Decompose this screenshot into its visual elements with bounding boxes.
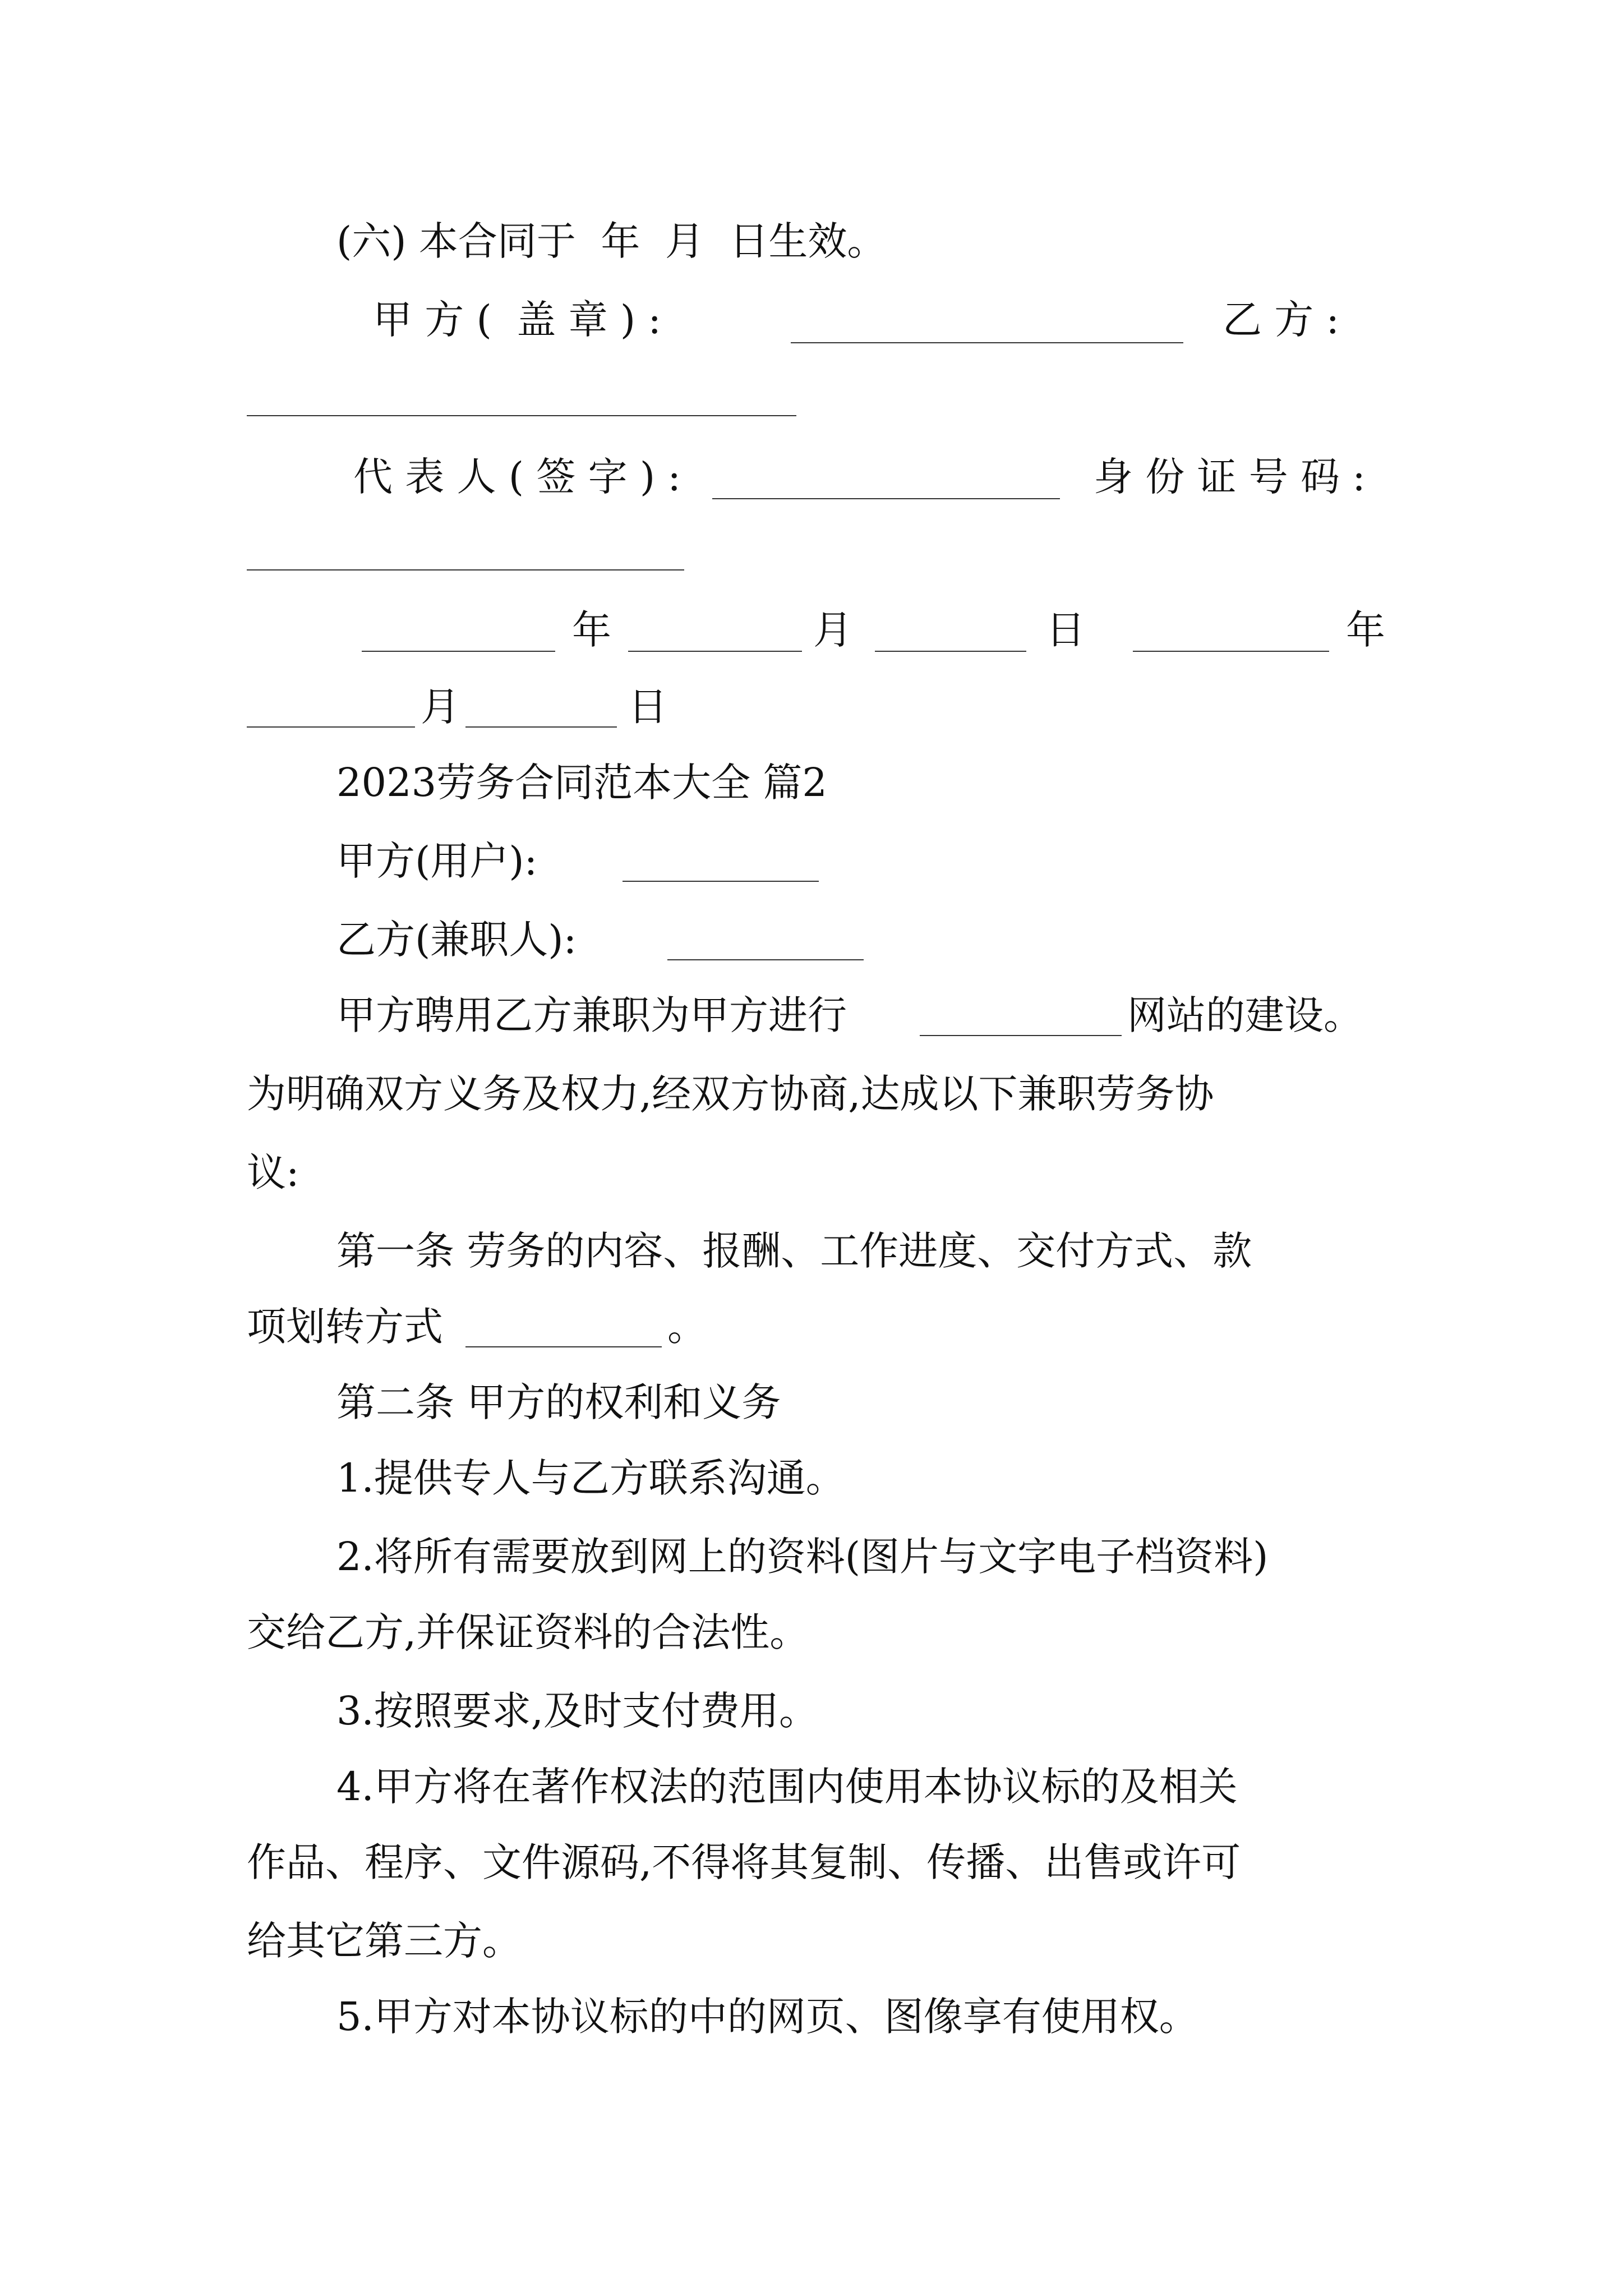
clause-effective-date: (六) 本合同于 年 月 日生效。	[336, 218, 887, 264]
party-a-user-blank	[623, 881, 819, 882]
intro-paragraph-line-2: 为明确双方义务及权力,经双方协商,达成以下兼职劳务协	[247, 1071, 1214, 1117]
id-number-label: 身 份 证 号 码 :	[1094, 454, 1366, 500]
intro-paragraph-line-1b: 网站的建设。	[1127, 992, 1363, 1038]
date-year-blank-1	[362, 651, 555, 652]
date-month-label-1: 月	[813, 607, 852, 653]
website-name-blank	[920, 1035, 1122, 1036]
party-b-parttime-label: 乙方(兼职人):	[336, 917, 577, 963]
party-b-label: 乙 方 :	[1223, 297, 1340, 343]
party-a-user-label: 甲方(用户):	[336, 838, 538, 884]
article-1-line-2: 项划转方式	[247, 1304, 443, 1350]
article-2-item-5: 5.甲方对本协议标的中的网页、图像享有使用权。	[336, 1994, 1198, 2040]
article-2-item-2-line-2: 交给乙方,并保证资料的合法性。	[247, 1609, 809, 1655]
representative-signature-blank	[712, 498, 1060, 499]
date-day-label-1: 日	[1046, 607, 1085, 653]
article-2-item-1: 1.提供专人与乙方联系沟通。	[336, 1455, 845, 1501]
representative-label: 代 表 人 ( 签 字 ) :	[353, 454, 681, 500]
date-year-label-1: 年	[572, 607, 611, 653]
article-2-item-4-line-3: 给其它第三方。	[247, 1918, 522, 1964]
section-title: 2023劳务合同范本大全 篇2	[336, 760, 827, 806]
date-year-label-2: 年	[1346, 607, 1385, 653]
date-year-blank-2	[1133, 651, 1329, 652]
date-month-label-2: 月	[421, 684, 460, 730]
intro-paragraph-line-3: 议:	[247, 1149, 299, 1195]
date-day-label-2: 日	[628, 684, 667, 730]
transfer-method-blank	[465, 1346, 662, 1347]
party-b-parttime-blank	[667, 959, 864, 960]
party-a-seal-label: 甲 方 ( 盖 章 ) :	[373, 297, 661, 343]
article-2-item-4-line-1: 4.甲方将在著作权法的范围内使用本协议标的及相关	[336, 1764, 1238, 1810]
date-day-blank-2	[465, 726, 617, 728]
intro-paragraph-line-1a: 甲方聘用乙方兼职为甲方进行	[336, 992, 847, 1038]
date-day-blank-1	[875, 651, 1026, 652]
article-2-item-2-line-1: 2.将所有需要放到网上的资料(图片与文字电子档资料)	[336, 1534, 1269, 1580]
article-2-item-4-line-2: 作品、程序、文件源码,不得将其复制、传播、出售或许可	[247, 1839, 1241, 1885]
article-1-line-1: 第一条 劳务的内容、报酬、工作进度、交付方式、款	[336, 1228, 1252, 1274]
id-number-blank	[247, 569, 684, 570]
party-a-signature-blank	[791, 342, 1183, 343]
article-2-item-3: 3.按照要求,及时支付费用。	[336, 1688, 819, 1734]
date-month-blank-2	[247, 726, 415, 728]
party-b-signature-blank	[247, 415, 796, 416]
date-month-blank-1	[628, 651, 802, 652]
article-2-heading: 第二条 甲方的权利和义务	[336, 1379, 781, 1425]
article-1-end: 。	[667, 1304, 707, 1350]
